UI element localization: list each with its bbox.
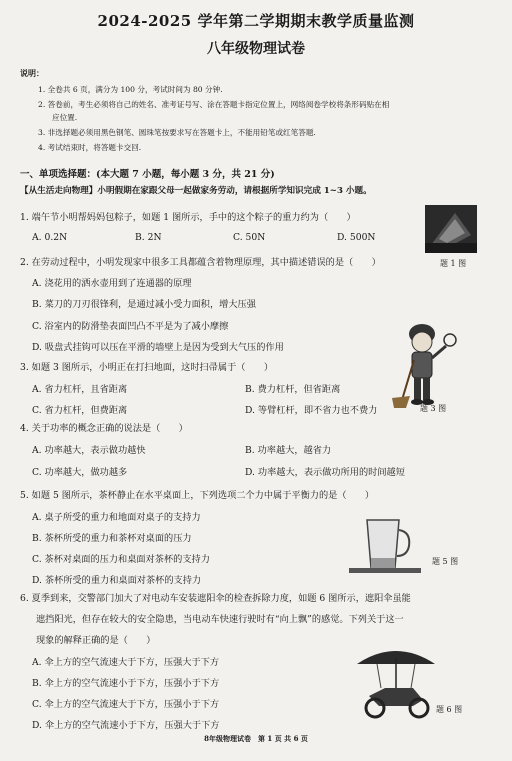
option: A. 省力杠杆，且省距离	[32, 384, 128, 395]
note-item: 应位置.	[52, 113, 78, 122]
option: B. 功率越大，越省力	[245, 445, 332, 456]
section-title: 一、单项选择题：(本大题 7 小题，每小题 3 分，共 21 分)	[20, 169, 275, 180]
option: B. 2N	[135, 232, 162, 243]
figure-label: 题 1 图	[440, 259, 467, 268]
option: C. 茶杯对桌面的压力和桌面对茶杯的支持力	[32, 554, 210, 565]
note-item: 3. 非选择题必须用黑色钢笔、圆珠笔按要求写在答题卡上，不能用铅笔或红笔答题.	[38, 128, 316, 137]
sweeping-boy-figure	[392, 318, 458, 410]
option: A. 功率越大，表示做功越快	[32, 445, 146, 456]
question-stem: 遮挡阳光，但存在较大的安全隐患，当电动车快速行驶时有“向上飘”的感觉。下列关于这一	[36, 614, 404, 625]
option: C. 伞上方的空气流速大于下方，压强小于下方	[32, 699, 220, 710]
question-stem: 5. 如题 5 图所示，茶杯静止在水平桌面上，下列选项二个力中属于平衡力的是（ ）	[20, 490, 375, 501]
option: D. 茶杯所受的重力和桌面对茶杯的支持力	[32, 575, 202, 586]
option: B. 伞上方的空气流速小于下方，压强小于下方	[32, 678, 220, 689]
question-stem: 3. 如题 3 图所示，小明正在打扫地面，这时扫帚属于（ ）	[20, 362, 274, 373]
option: B. 费力杠杆，但省距离	[245, 384, 341, 395]
option: B. 菜刀的刀刃很锋利，是通过减小受力面积，增大压强	[32, 299, 256, 310]
question-stem: 1. 端午节小明帮妈妈包粽子，如题 1 图所示，手中的这个粽子的重力约为（ ）	[20, 212, 356, 223]
question-stem: 4. 关于功率的概念正确的说法是（ ）	[20, 423, 188, 434]
option: C. 省力杠杆，但费距离	[32, 405, 128, 416]
question-stem: 2. 在劳动过程中，小明发现家中很多工具都蕴含着物理原理，其中描述错误的是（ ）	[20, 257, 381, 268]
teacup-figure	[345, 508, 425, 583]
option: A. 桌子所受的重力和地面对桌子的支持力	[32, 512, 201, 523]
exam-subtitle: 八年级物理试卷	[207, 41, 305, 57]
option: D. 伞上方的空气流速小于下方，压强大于下方	[32, 720, 220, 731]
exam-title: 2024-2025 学年第二学期期末教学质量监测	[97, 12, 415, 30]
option: C. 功率越大，做功越多	[32, 467, 128, 478]
question-stem: 现象的解释正确的是（ ）	[36, 635, 156, 646]
option: A. 0.2N	[32, 232, 68, 243]
figure-label: 题 5 图	[432, 557, 459, 566]
option: D. 功率越大，表示做功所用的时间越短	[245, 467, 405, 478]
option: D. 等臂杠杆，即不省力也不费力	[245, 405, 378, 416]
option: A. 浇花用的洒水壶用到了连通器的原理	[32, 278, 192, 289]
option: B. 茶杯所受的重力和茶杯对桌面的压力	[32, 533, 192, 544]
option: C. 浴室内的防滑垫表面凹凸不平是为了减小摩擦	[32, 321, 229, 332]
option: A. 伞上方的空气流速大于下方，压强大于下方	[32, 657, 220, 668]
option: D. 吸盘式挂钩可以压在平滑的墙壁上是因为受到大气压的作用	[32, 342, 284, 353]
section-context: 【从生活走向物理】小明假期在家跟父母一起做家务劳动，请根据所学知识完成 1~3 小题。	[20, 186, 372, 196]
figure-label: 题 3 图	[420, 404, 447, 413]
page-footer: 8年级物理试卷 第 1 页 共 6 页	[204, 734, 308, 743]
note-item: 2. 答卷前，考生必须将自己的姓名、准考证号写、涂在答题卡指定位置上，网络阅卷学校将条形码贴在相	[38, 100, 390, 109]
note-item: 4. 考试结束时，将答题卡交回.	[38, 143, 142, 152]
notes-heading: 说明：	[20, 68, 44, 78]
note-item: 1. 全卷共 6 页，满分为 100 分，考试时间为 80 分钟.	[38, 85, 223, 94]
figure-label: 题 6 图	[436, 705, 463, 714]
scooter-umbrella-figure	[355, 644, 437, 720]
option: D. 500N	[337, 232, 376, 243]
zongzi-figure	[425, 205, 477, 253]
option: C. 50N	[233, 232, 266, 243]
question-stem: 6. 夏季到来，交警部门加大了对电动车安装遮阳伞的检查拆除力度，如题 6 图所示，遮阳伞虽能	[20, 593, 411, 604]
